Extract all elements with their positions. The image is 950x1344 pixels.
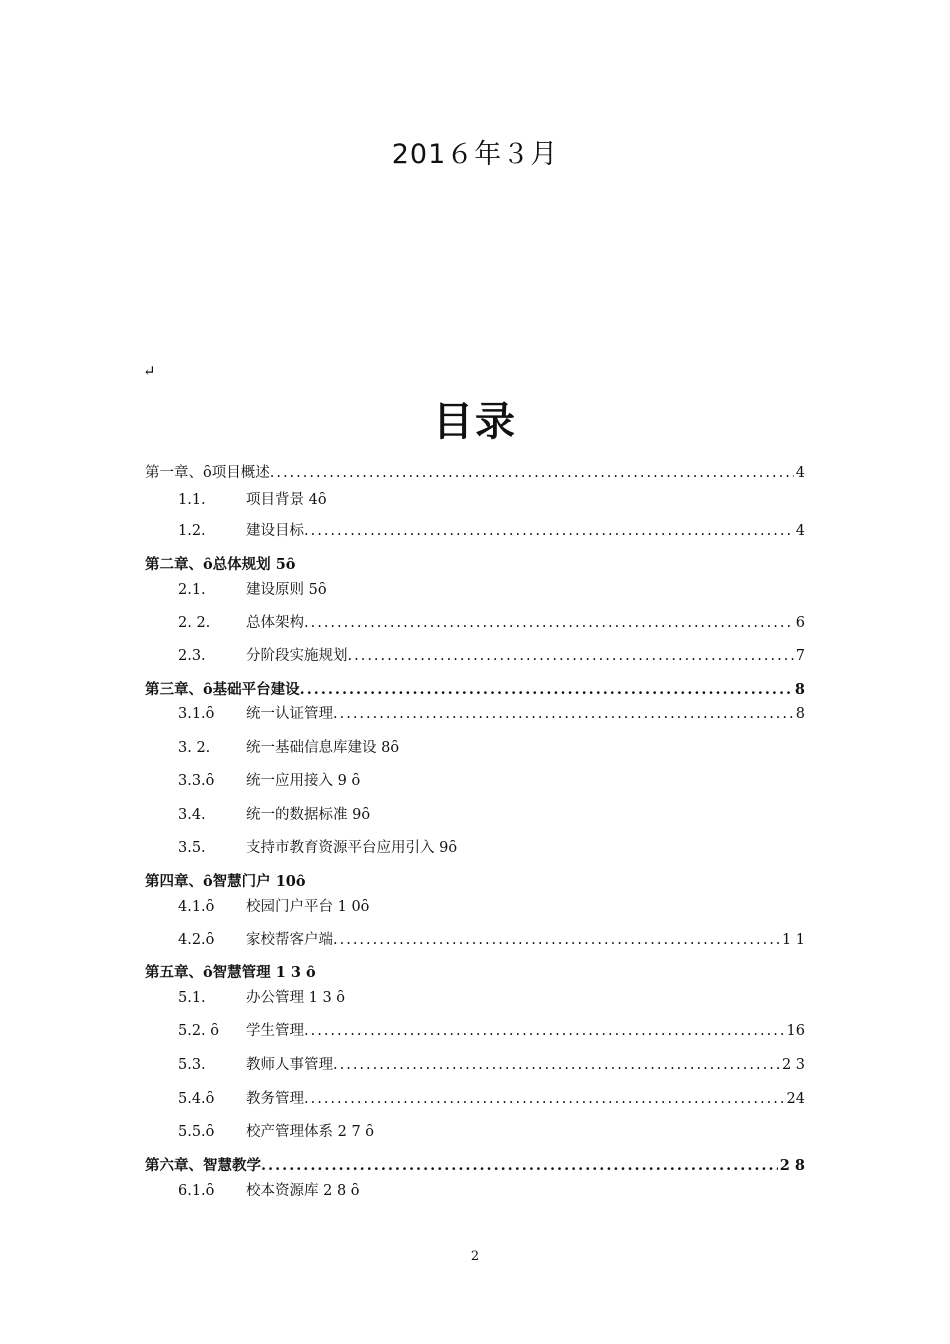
toc-entry-title: 校园门户平台 1 0ȏ	[246, 899, 370, 915]
toc-entry-title: 项目概述	[211, 465, 270, 481]
toc-entry-number: 第六章、	[145, 1157, 203, 1174]
toc-section-entry[interactable]	[145, 1181, 805, 1201]
toc-entry-number: 2.1.	[178, 582, 206, 598]
toc-entry-title: 总体规划 5ȏ	[212, 556, 296, 573]
toc-entry-title: 智慧门户 10ȏ	[212, 873, 306, 890]
toc-section-entry[interactable]	[145, 771, 805, 791]
toc-entry-page: 7	[795, 648, 805, 664]
toc-entry-title: 校产管理体系 2 7 ȏ	[246, 1124, 375, 1140]
toc-entry-page: 8	[795, 706, 805, 722]
toc-entry-title: 项目背景 4ȏ	[246, 492, 327, 508]
toc-section-entry[interactable]	[145, 930, 805, 950]
toc-entry-page: 4	[795, 523, 805, 539]
toc-entry-number: 1.1.	[178, 492, 206, 508]
toc-entry-page: 1 1	[781, 932, 805, 948]
toc-entry-number: 第四章、ȏ	[145, 873, 213, 890]
toc-entry-title: 总体架构	[246, 615, 304, 631]
toc-dot-leader	[261, 1156, 778, 1176]
toc-entry-title: 统一基础信息库建设 8ȏ	[246, 740, 400, 756]
toc-entry-title: 统一的数据标准 9ȏ	[246, 807, 371, 823]
toc-chapter-entry[interactable]	[145, 555, 805, 575]
toc-dot-leader	[304, 521, 794, 541]
toc-dot-leader	[348, 646, 794, 666]
toc-entry-page: 2 8	[779, 1157, 805, 1174]
toc-entry-number: 2. 2.	[178, 615, 211, 631]
toc-entry-title: 教务管理	[246, 1091, 304, 1107]
toc-entry-number: 3.3.ȏ	[178, 773, 215, 789]
toc-entry-title: 建设目标	[246, 523, 304, 539]
toc-entry-title: 校本资源库 2 8 ȏ	[246, 1183, 360, 1199]
toc-entry-title: 教师人事管理	[246, 1057, 333, 1073]
toc-section-entry[interactable]	[145, 1021, 805, 1041]
toc-entry-number: 5.1.	[178, 990, 206, 1006]
toc-entry-number: 4.1.ȏ	[178, 899, 215, 915]
toc-entry-page: 4	[795, 465, 805, 481]
toc-section-entry[interactable]	[145, 805, 805, 825]
toc-dot-leader	[333, 704, 794, 724]
toc-entry-page: 8	[794, 681, 805, 698]
toc-section-entry[interactable]	[145, 1089, 805, 1109]
toc-section-entry[interactable]	[145, 1122, 805, 1142]
toc-entry-title: 统一认证管理	[246, 706, 333, 722]
toc-dot-leader	[333, 1055, 780, 1075]
toc-entry-title: 基础平台建设	[212, 681, 300, 698]
toc-entry-title: 建设原则 5ȏ	[246, 582, 327, 598]
toc-entry-page: 6	[795, 615, 805, 631]
toc-entry-title: 学生管理	[246, 1023, 304, 1039]
toc-entry-title: 分阶段实施规划	[246, 648, 348, 664]
toc-entry-page: 24	[786, 1091, 805, 1107]
toc-section-entry[interactable]	[145, 580, 805, 600]
toc-section-entry[interactable]	[145, 1055, 805, 1075]
toc-entry-number: 3.4.	[178, 807, 206, 823]
toc-entry-title: 办公管理 1 3 ȏ	[246, 990, 346, 1006]
toc-entry-number: 3.1.ȏ	[178, 706, 215, 722]
toc-entry-number: 第一章、ȏ	[145, 465, 212, 481]
toc-entry-title: 智慧教学	[203, 1157, 261, 1174]
toc-entry-number: 1.2.	[178, 523, 206, 539]
toc-section-entry[interactable]	[145, 838, 805, 858]
toc-entry-number: 4.2.ȏ	[178, 932, 215, 948]
toc-title: 目录	[433, 399, 517, 445]
toc-entry-title: 智慧管理 1 3 ȏ	[212, 964, 316, 981]
toc-section-entry[interactable]	[145, 613, 805, 633]
page-number: 2	[470, 1249, 480, 1264]
toc-chapter-entry[interactable]	[145, 1156, 805, 1176]
toc-dot-leader	[333, 930, 780, 950]
toc-entry-number: 3. 2.	[178, 740, 211, 756]
toc-dot-leader	[304, 613, 794, 633]
toc-chapter-entry[interactable]	[145, 680, 805, 700]
toc-entry-number: 3.5.	[178, 840, 206, 856]
toc-entry-title: 支持市教育资源平台应用引入 9ȏ	[246, 840, 458, 856]
toc-entry-number: 5.5.ȏ	[178, 1124, 215, 1140]
toc-section-entry[interactable]	[145, 988, 805, 1008]
toc-chapter-entry[interactable]	[145, 463, 805, 483]
toc-section-entry[interactable]	[145, 897, 805, 917]
toc-dot-leader	[304, 1021, 785, 1041]
toc-chapter-entry[interactable]	[145, 872, 805, 892]
toc-dot-leader	[300, 680, 793, 700]
toc-dot-leader	[304, 1089, 785, 1109]
toc-entry-number: 6.1.ȏ	[178, 1183, 215, 1199]
toc-entry-number: 第三章、ȏ	[145, 681, 213, 698]
toc-entry-number: 5.2. ȏ	[178, 1023, 220, 1039]
toc-entry-number: 第二章、ȏ	[145, 556, 213, 573]
toc-entry-number: 5.3.	[178, 1057, 206, 1073]
toc-chapter-entry[interactable]	[145, 963, 805, 983]
paragraph-mark: ↵	[143, 362, 156, 380]
toc-entry-number: 第五章、ȏ	[145, 964, 213, 981]
toc-section-entry[interactable]	[145, 646, 805, 666]
toc-section-entry[interactable]	[145, 704, 805, 724]
toc-entry-page: 2 3	[781, 1057, 805, 1073]
toc-dot-leader	[270, 463, 794, 483]
toc-section-entry[interactable]	[145, 738, 805, 758]
toc-section-entry[interactable]	[145, 490, 805, 510]
toc-entry-title: 家校帮客户端	[246, 932, 333, 948]
toc-entry-number: 5.4.ȏ	[178, 1091, 215, 1107]
toc-section-entry[interactable]	[145, 521, 805, 541]
toc-entry-page: 16	[786, 1023, 805, 1039]
toc-entry-title: 统一应用接入 9 ȏ	[246, 773, 361, 789]
toc-entry-number: 2.3.	[178, 648, 206, 664]
cover-date: 201６年３月	[391, 139, 559, 170]
